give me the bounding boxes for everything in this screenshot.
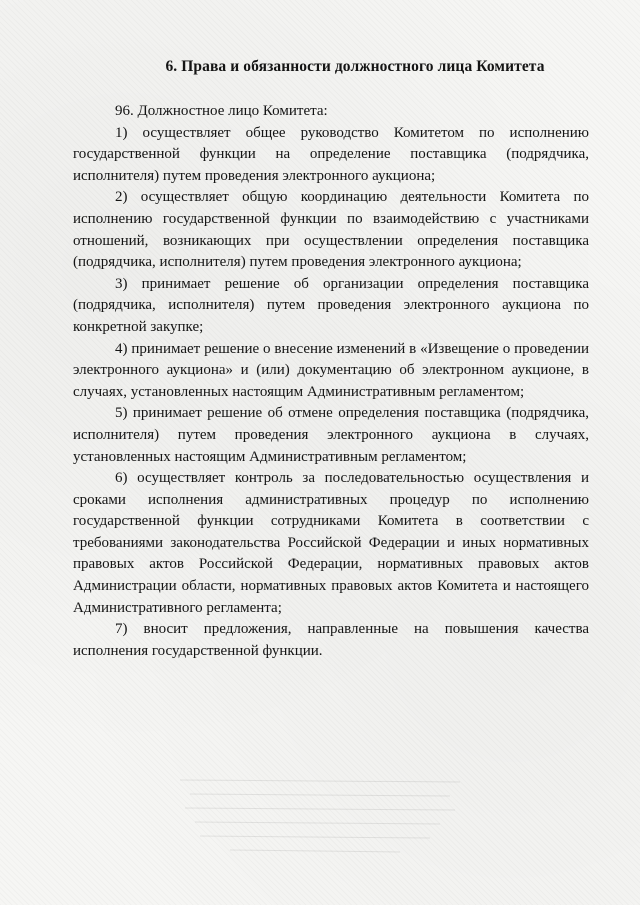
paragraph-intro: 96. Должностное лицо Комитета: (115, 103, 328, 119)
paragraph-item-1: 1) осуществляет общее руководство Комитетом по исполнению государственной функции на определение поставщика (подрядчика, исполнителя) путем проведения электронного аукциона; (73, 124, 589, 184)
bleed-through-texture (170, 770, 470, 860)
paragraph-item-2: 2) осуществляет общую координацию деятельности Комитета по исполнению государственной функции по взаимодействию с участниками отношений, возникающих при осуществлении определения поставщика (подрядчика, исполнителя) путем проведения электронного аукциона; (73, 189, 589, 271)
paragraph-item-4: 4) принимает решение о внесение изменений в «Извещение о проведении электронного аукциона» и (или) документацию об электронном аукционе, в случаях, установленных настоящим Административным регламентом; (73, 340, 589, 400)
section-heading: 6. Права и обязанности должностного лица Комитета (165, 58, 545, 75)
paragraph-item-7: 7) вносит предложения, направленные на повышения качества исполнения государственной функции. (73, 621, 589, 659)
section-body (73, 101, 589, 662)
paragraph-item-3: 3) принимает решение об организации определения поставщика (подрядчика, исполнителя) путем проведения электронного аукциона по конкретной закупке; (73, 275, 589, 335)
paragraph-item-5: 5) принимает решение об отмене определения поставщика (подрядчика, исполнителя) путем проведения электронного аукциона в случаях, установленных настоящим Административным регламентом; (73, 405, 589, 465)
paragraph-item-6: 6) осуществляет контроль за последовательностью осуществления и сроками исполнения административных процедур по исполнению государственной функции сотрудниками Комитета в соответствии с требованиями законодательства Российской Федерации и иных нормативных правовых актов Российской Федерации, нормативных правовых актов Администрации области, нормативных правовых актов Комитета и настоящего Административного регламента; (73, 470, 589, 616)
